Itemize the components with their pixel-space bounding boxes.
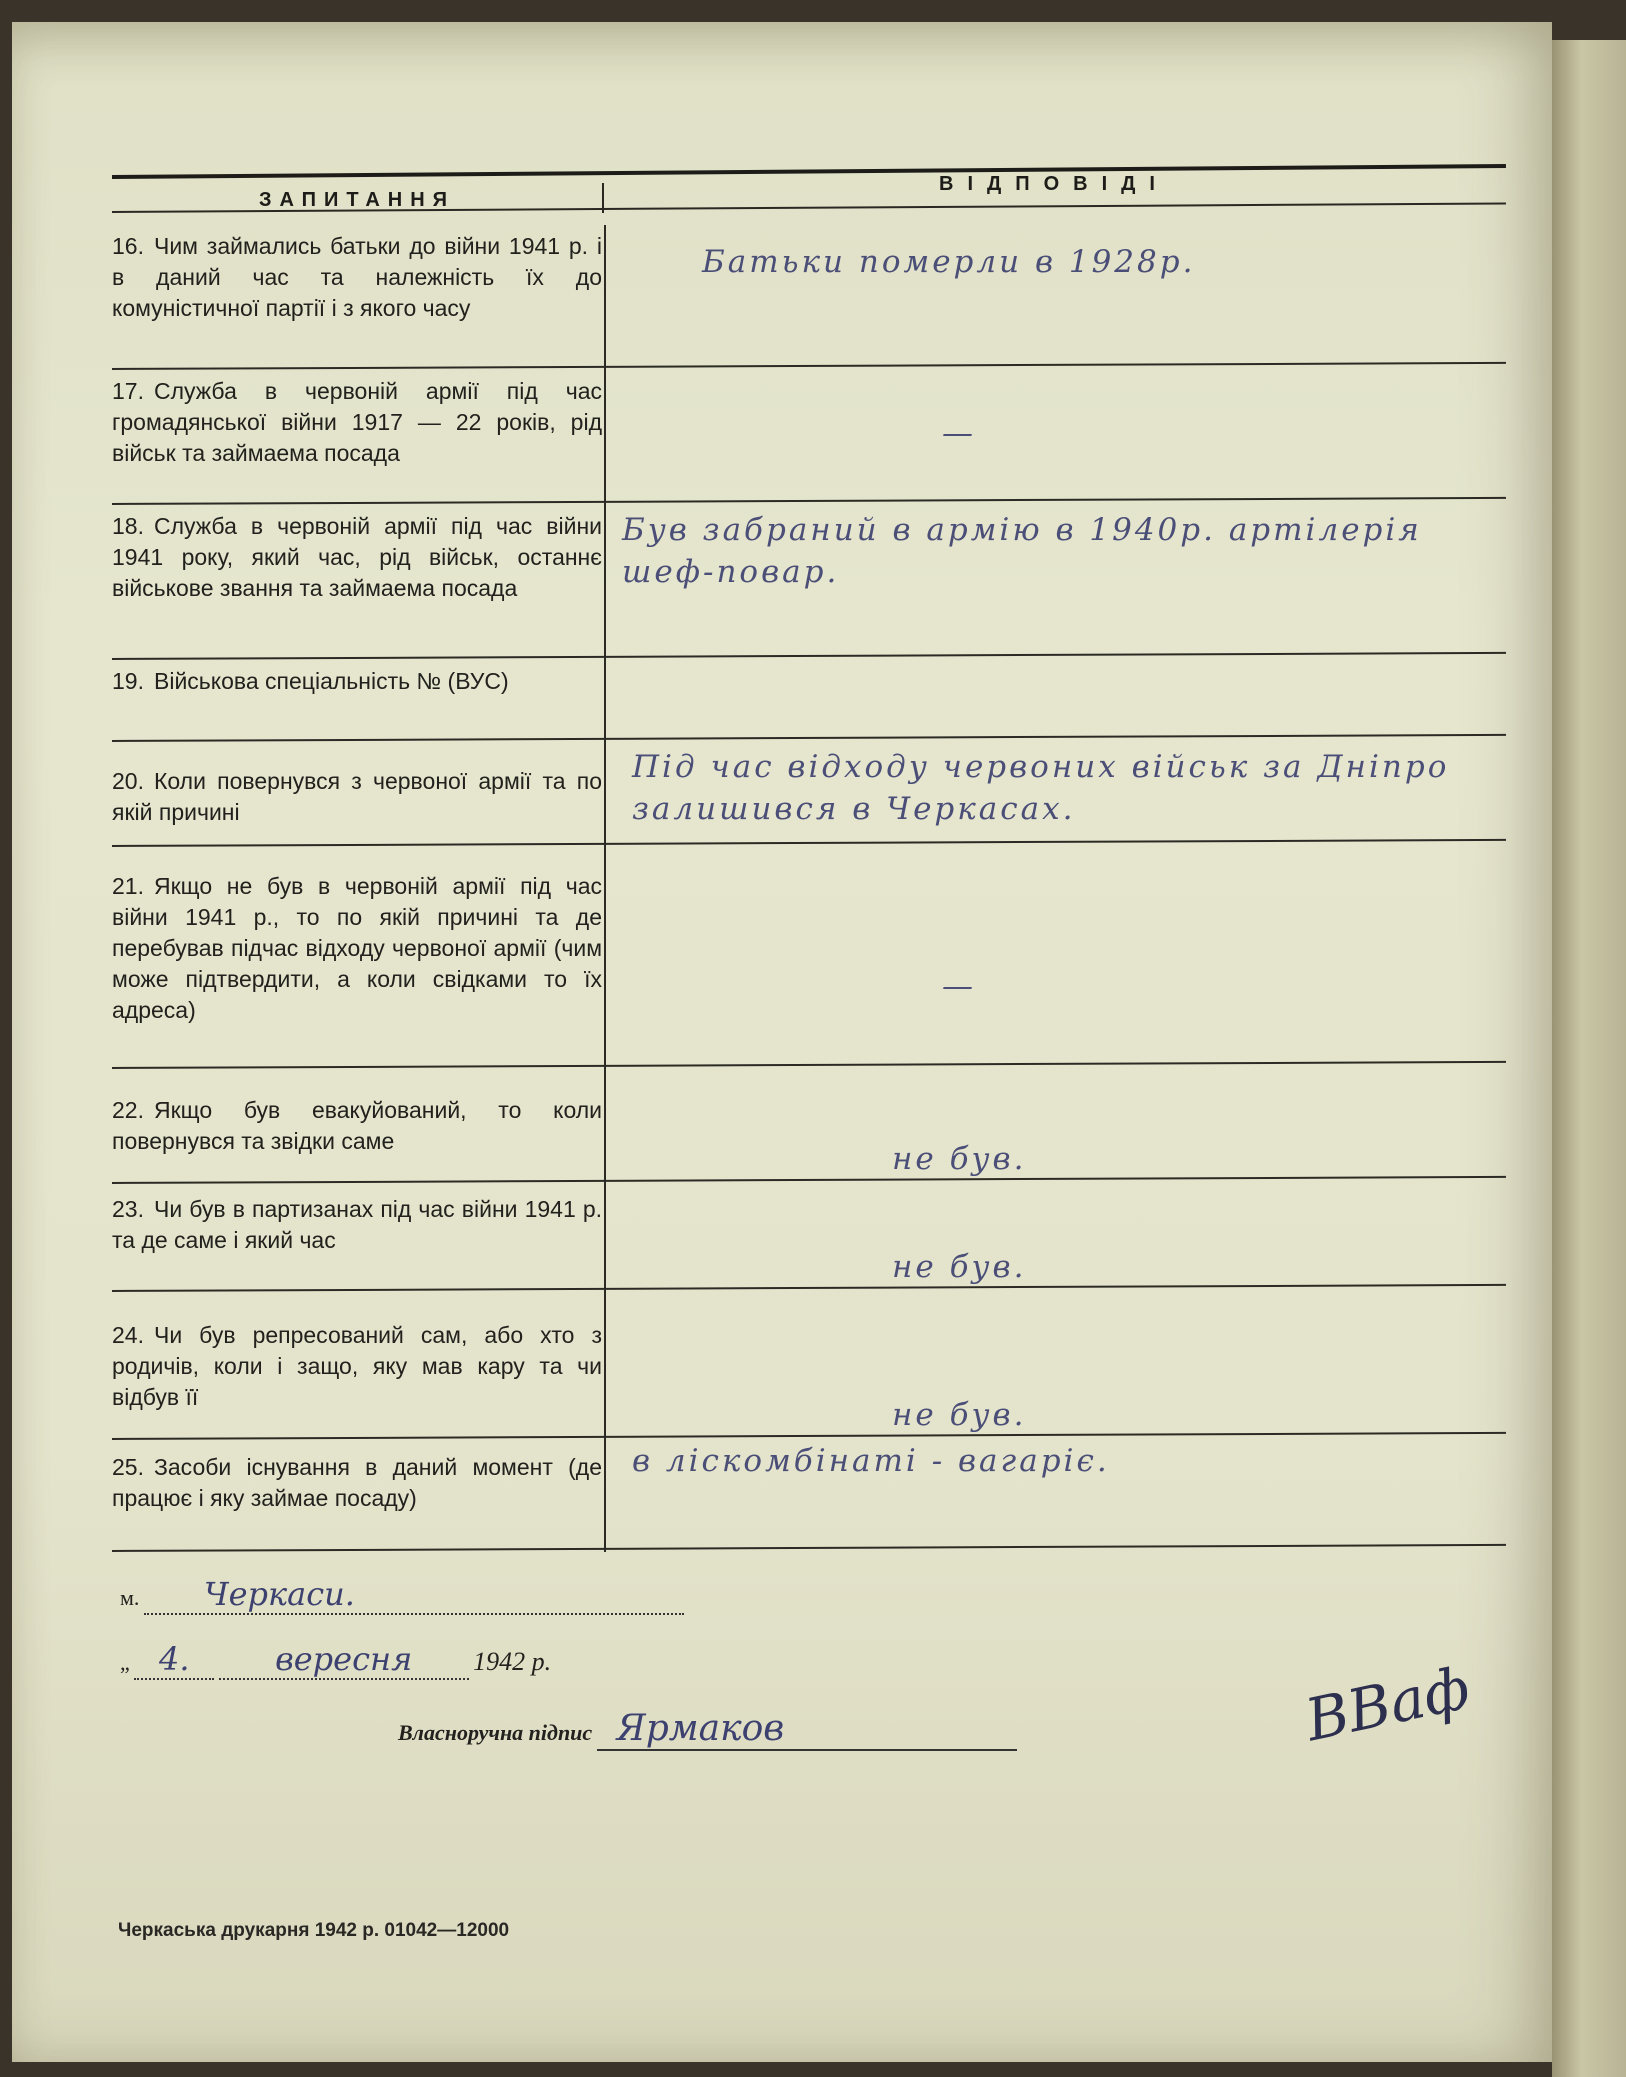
question-number: 23.: [112, 1196, 144, 1222]
row-rule: [112, 652, 1506, 660]
row-rule: [112, 497, 1506, 505]
question-number: 20.: [112, 768, 144, 794]
question-number: 17.: [112, 378, 144, 404]
table-row-16: [112, 225, 1506, 370]
question-text: Військова спеціальність № (ВУС): [154, 668, 509, 694]
table-row-21: [112, 847, 1506, 1069]
answer-21: —: [942, 968, 976, 1004]
column-divider: [604, 1069, 606, 1184]
answer-18: Був забраний в армію в 1940р. артілерія шеф-повар.: [622, 512, 1422, 590]
question-25: [112, 1452, 602, 1514]
date-year: 1942 р.: [473, 1647, 552, 1676]
table-header: [112, 165, 1506, 221]
date-day: 4.: [158, 1640, 190, 1678]
question-text: Чи був в партизанах під час війни 1941 р. та де саме і який час: [112, 1196, 602, 1253]
question-23: [112, 1194, 602, 1256]
question-20: [112, 766, 602, 828]
question-text: Служба в червоній армії під час війни 1941 року, який час, рід військ, останнє військове звання та займаема посада: [112, 513, 602, 601]
answer-22: не був.: [892, 1141, 1027, 1177]
column-divider: [604, 742, 606, 847]
column-divider: [604, 1184, 606, 1292]
question-17: [112, 376, 602, 469]
table-row-20: [112, 742, 1506, 847]
answer-23: не був.: [892, 1249, 1027, 1285]
table-row-25: [112, 1440, 1506, 1552]
column-divider: [604, 370, 606, 505]
question-number: 21.: [112, 873, 144, 899]
table-row-19: [112, 660, 1506, 742]
question-number: 18.: [112, 513, 144, 539]
date-month: вересня: [275, 1640, 413, 1678]
table-row-23: [112, 1184, 1506, 1292]
question-24: [112, 1320, 602, 1413]
column-divider: [604, 225, 606, 370]
row-rule: [112, 734, 1506, 742]
answer-16: Батьки померли в 1928р.: [702, 244, 1196, 280]
day-field: [134, 1640, 214, 1680]
column-divider: [604, 505, 606, 660]
answer-24: не був.: [892, 1397, 1027, 1433]
column-divider: [604, 1440, 606, 1552]
question-18: [112, 511, 602, 604]
question-number: 22.: [112, 1097, 144, 1123]
table-row-18: [112, 505, 1506, 660]
month-field: [219, 1640, 469, 1680]
question-number: 24.: [112, 1322, 144, 1348]
official-signature-text: ВВаф: [1299, 1653, 1476, 1755]
question-19: [112, 666, 602, 697]
question-number: 19.: [112, 668, 144, 694]
question-text: Чи був репресований сам, або хто з родичів, коли і защо, яку мав кару та чи відбув її: [112, 1322, 602, 1410]
adjacent-page-edge: [1552, 40, 1626, 2077]
questions-header: ЗАПИТАННЯ: [258, 189, 456, 211]
answer-20: Під час відходу червоних військ за Дніпро залишився в Черкасах.: [632, 749, 1450, 827]
question-22: [112, 1095, 602, 1157]
row-rule: [112, 362, 1506, 370]
question-text: Засоби існування в даний момент (де працює і яку займае посаду): [112, 1454, 602, 1511]
question-number: 25.: [112, 1454, 144, 1480]
question-text: Якщо не був в червоній армії під час війни 1941 р., то по якій причині та де перебував підчас відходу червоної армії (чим може підтвердити, а коли свідками то їх адреса): [112, 873, 602, 1023]
city-field: [144, 1575, 684, 1615]
city-prefix: м.: [120, 1585, 140, 1610]
signature-field: [597, 1708, 1017, 1751]
column-divider: [604, 1292, 606, 1440]
answer-17: —: [942, 415, 976, 451]
question-16: [112, 231, 602, 324]
question-text: Коли повернувся з червоної армії та по якій причині: [112, 768, 602, 825]
answers-header: ВІДПОВІДІ: [939, 173, 1169, 195]
city-line: [120, 1575, 684, 1615]
answer-25: в ліскомбінаті - вагаріє.: [632, 1443, 1110, 1479]
question-text: Якщо був евакуйований, то коли повернувся та звідки саме: [112, 1097, 602, 1154]
question-text: Служба в червоній армії під час громадянської війни 1917 — 22 років, рід військ та займаема посада: [112, 378, 602, 466]
printer-imprint: Черкаська друкарня 1942 р. 01042—12000: [118, 1920, 510, 1941]
city-value: Черкаси.: [203, 1575, 355, 1613]
signature-line: [398, 1708, 1017, 1751]
table-row-17: [112, 370, 1506, 505]
question-number: 16.: [112, 233, 144, 259]
question-21: [112, 871, 602, 1026]
date-open-quote: „: [120, 1650, 130, 1675]
table-row-24: [112, 1292, 1506, 1440]
signature-value: Ярмаков: [616, 1708, 785, 1749]
row-rule: [112, 1544, 1506, 1552]
row-rule: [112, 1061, 1506, 1069]
row-rule: [112, 839, 1506, 847]
signature-label: Власноручна підпис: [398, 1720, 593, 1745]
table-row-22: [112, 1069, 1506, 1184]
question-text: Чим займались батьки до війни 1941 р. і в даний час та належність їх до комуністичної партії і з якого часу: [112, 233, 602, 321]
date-line: [120, 1640, 551, 1680]
column-divider: [604, 660, 606, 742]
column-divider: [604, 847, 606, 1069]
